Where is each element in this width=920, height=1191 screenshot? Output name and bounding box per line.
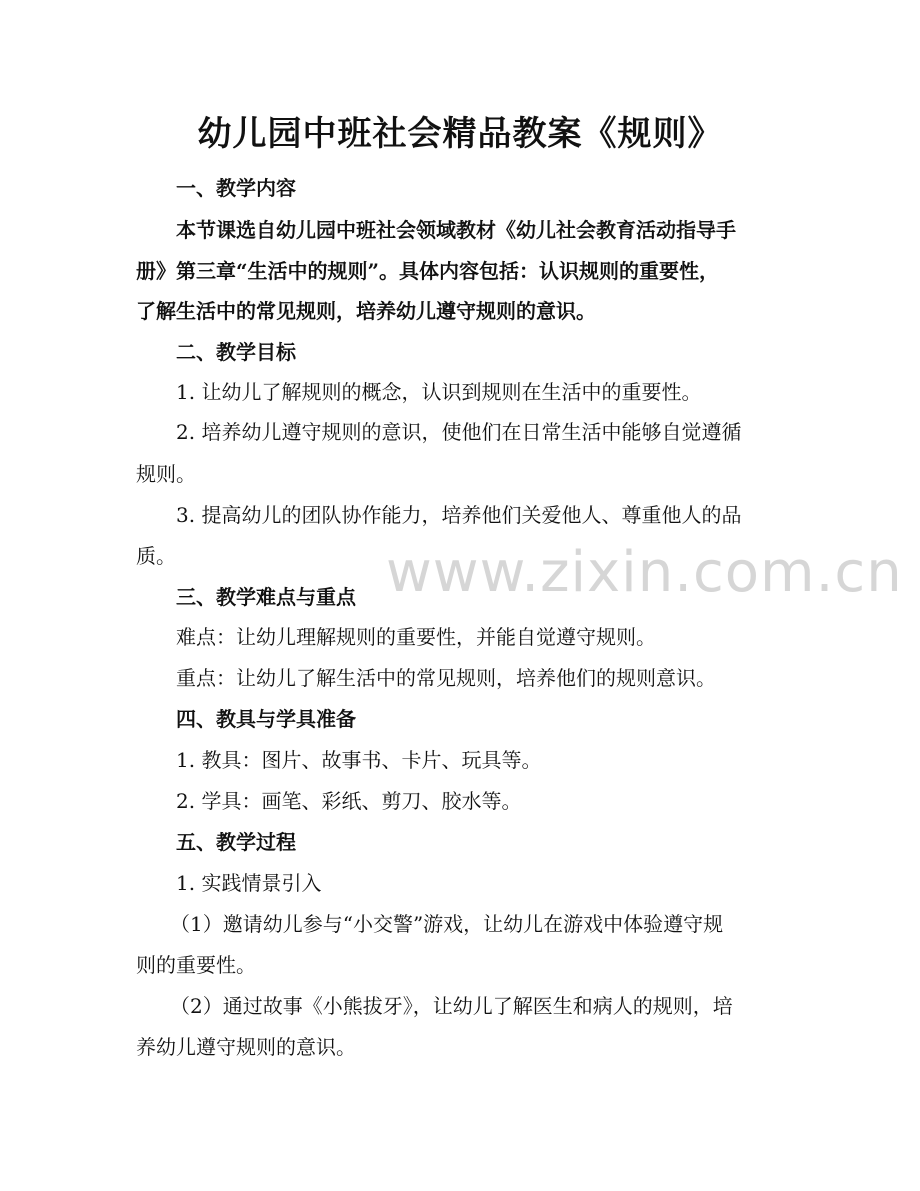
- paragraph-line: 1. 实践情景引入: [176, 871, 322, 895]
- paragraph-line: 册》第三章“生活中的规则”。具体内容包括：认识规则的重要性，: [136, 259, 720, 283]
- paragraph-line: 1. 让幼儿了解规则的概念，认识到规则在生活中的重要性。: [176, 380, 702, 404]
- paragraph-line: 本节课选自幼儿园中班社会领域教材《幼儿社会教育活动指导手: [176, 218, 736, 242]
- watermark: www.zixin.com.cn: [386, 540, 903, 605]
- paragraph-line: 2. 学具：画笔、彩纸、剪刀、胶水等。: [176, 789, 522, 813]
- section-heading-content: 一、教学内容: [176, 176, 296, 200]
- paragraph-line: 则的重要性。: [136, 953, 256, 977]
- paragraph-line: （1）邀请幼儿参与“小交警”游戏，让幼儿在游戏中体验遵守规: [170, 912, 724, 936]
- paragraph-line: 2. 培养幼儿遵守规则的意识，使他们在日常生活中能够自觉遵循: [176, 420, 742, 444]
- paragraph-line: 1. 教具：图片、故事书、卡片、玩具等。: [176, 748, 542, 772]
- paragraph-line: 了解生活中的常见规则，培养幼儿遵守规则的意识。: [136, 299, 596, 323]
- section-heading-process: 五、教学过程: [176, 830, 296, 854]
- section-heading-difficulties: 三、教学难点与重点: [176, 585, 356, 609]
- paragraph-line: 重点：让幼儿了解生活中的常见规则，培养他们的规则意识。: [176, 666, 716, 690]
- paragraph-line: （2）通过故事《小熊拔牙》，让幼儿了解医生和病人的规则，培: [170, 994, 733, 1018]
- paragraph-line: 质。: [136, 544, 176, 568]
- paragraph-line: 3. 提高幼儿的团队协作能力，培养他们关爱他人、尊重他人的品: [176, 503, 742, 527]
- section-heading-objectives: 二、教学目标: [176, 340, 296, 364]
- section-heading-materials: 四、教具与学具准备: [176, 707, 356, 731]
- paragraph-line: 难点：让幼儿理解规则的重要性，并能自觉遵守规则。: [176, 625, 656, 649]
- document-title: 幼儿园中班社会精品教案《规则》: [197, 114, 723, 154]
- paragraph-line: 养幼儿遵守规则的意识。: [136, 1035, 356, 1059]
- paragraph-line: 规则。: [136, 462, 196, 486]
